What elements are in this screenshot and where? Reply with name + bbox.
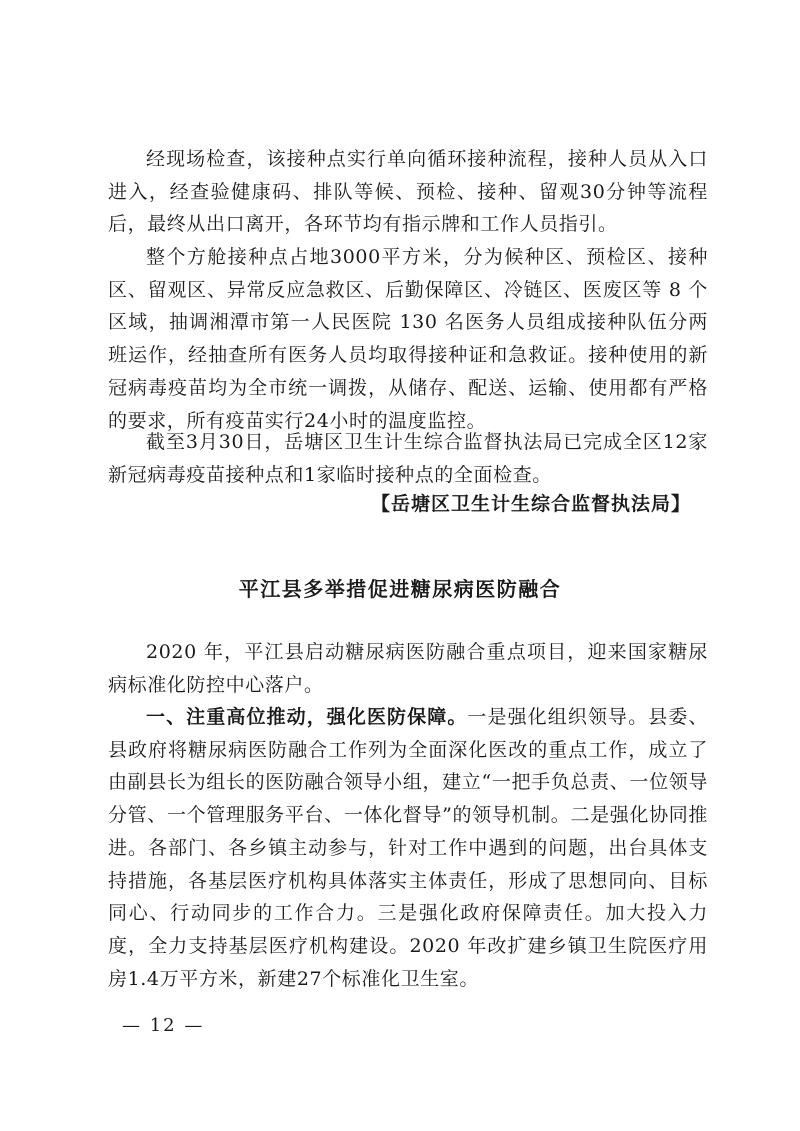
paragraph-inspection-flow: 经现场检查，该接种点实行单向循环接种流程，接种人员从入口进入，经查验健康码、排队等候、预检、接种、留观30分钟等流程后，最终从出口离开，各环节均有指示牌和工作人员指引。: [108, 148, 708, 236]
article-title: 平江县多举措促进糖尿病医防融合: [238, 577, 562, 601]
section-body: 一是强化组织领导。县委、县政府将糖尿病医防融合工作列为全面深化医改的重点工作，成立了由副县长为组长的医防融合领导小组，建立“一把手负总责、一位领导分管、一个管理服务平台、一体化督导”的领导机制。二是强化协同推进。各部门、各乡镇主动参与，针对工作中遇到的问题，出台具体支持措施，各基层医疗机构具体落实主体责任，形成了思想同向、目标同心、行动同步的工作合力。三是强化政府保障责任。加大投入力度，全力支持基层医疗机构建设。2020 年改扩建乡镇卫生院医疗用房1.4万平方米，新建27个标准化卫生室。: [108, 706, 708, 990]
paragraph-site-overview: 整个方舱接种点占地3000平方米，分为候种区、预检区、接种区、留观区、异常反应急救区、后勤保障区、冷链区、医废区等 8 个区域，抽调湘潭市第一人民医院 130 名医务人员组成接种队伍分两班运作，经抽查所有医务人员均取得接种证和急救证。接种使用的新冠病毒疫苗均为全市统一调拨，从储存、配送、运输、使用都有严格的要求，所有疫苗实行24小时的温度监控。: [108, 246, 708, 432]
page-number: — 12 —: [122, 1015, 205, 1036]
paragraph-inspection-summary: 截至3月30日，岳塘区卫生计生综合监督执法局已完成全区12家新冠病毒疫苗接种点和1家临时接种点的全面检查。: [108, 431, 708, 486]
paragraph-section-1: [108, 701, 708, 995]
paragraph-intro: 2020 年，平江县启动糖尿病医防融合重点项目，迎来国家糖尿病标准化防控中心落户。: [108, 641, 708, 696]
article-source: 【岳塘区卫生计生综合监督执法局】: [370, 493, 691, 515]
section-heading: 一、注重高位推动，强化医防保障。: [146, 706, 468, 728]
